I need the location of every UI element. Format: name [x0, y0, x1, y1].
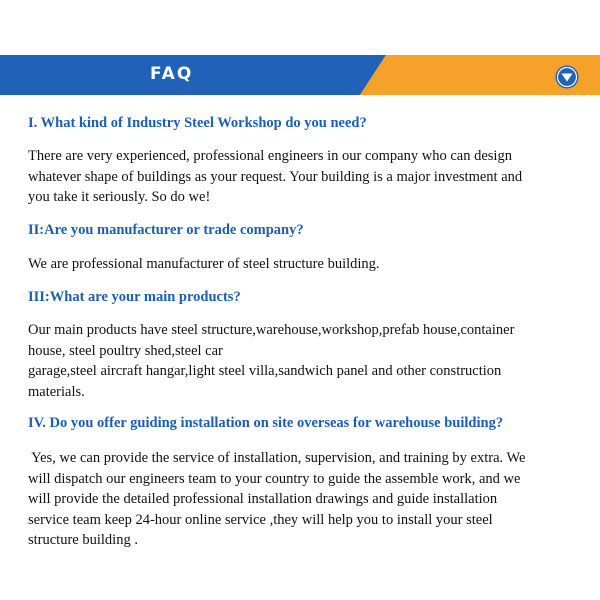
answer-line: materials. — [28, 383, 85, 400]
answer-line: will dispatch our engineers team to your country to guide the assemble work, and we — [28, 470, 521, 487]
faq-answer-3 — [28, 320, 568, 402]
answer-line: you take it seriously. So do we! — [28, 189, 211, 205]
answer-line: service team keep 24-hour online service ,they will help you to install your steel — [28, 511, 493, 528]
answer-line: garage,steel aircraft hangar,light steel villa,sandwich panel and other construction — [28, 363, 502, 379]
faq-question-2: II:Are you manufacturer or trade company? — [28, 222, 304, 238]
answer-line: There are very experienced, professional engineers in our company who can design — [28, 148, 512, 164]
faq-answer-1 — [28, 146, 568, 208]
answer-line: structure building . — [28, 532, 138, 548]
answer-line: We are professional manufacturer of steel structure building. — [28, 256, 380, 272]
faq-question-1: I. What kind of Industry Steel Workshop do you need? — [28, 115, 367, 131]
answer-line: house, steel poultry shed,steel car — [28, 342, 223, 359]
answer-line: Our main products have steel structure,warehouse,workshop,prefab house,container — [28, 322, 515, 338]
faq-answer-2 — [28, 254, 568, 275]
faq-title: FAQ — [150, 64, 194, 84]
answer-line: will provide the detailed professional installation drawings and guide installation — [28, 491, 498, 507]
answer-line: Yes, we can provide the service of installation, supervision, and training by extra. We — [28, 450, 526, 466]
faq-question-3: III:What are your main products? — [28, 289, 241, 305]
faq-answer-4 — [28, 448, 568, 551]
faq-question-4: IV. Do you offer guiding installation on site overseas for warehouse building? — [28, 415, 504, 431]
answer-line: whatever shape of buildings as your request. Your building is a major investment and — [28, 168, 523, 185]
